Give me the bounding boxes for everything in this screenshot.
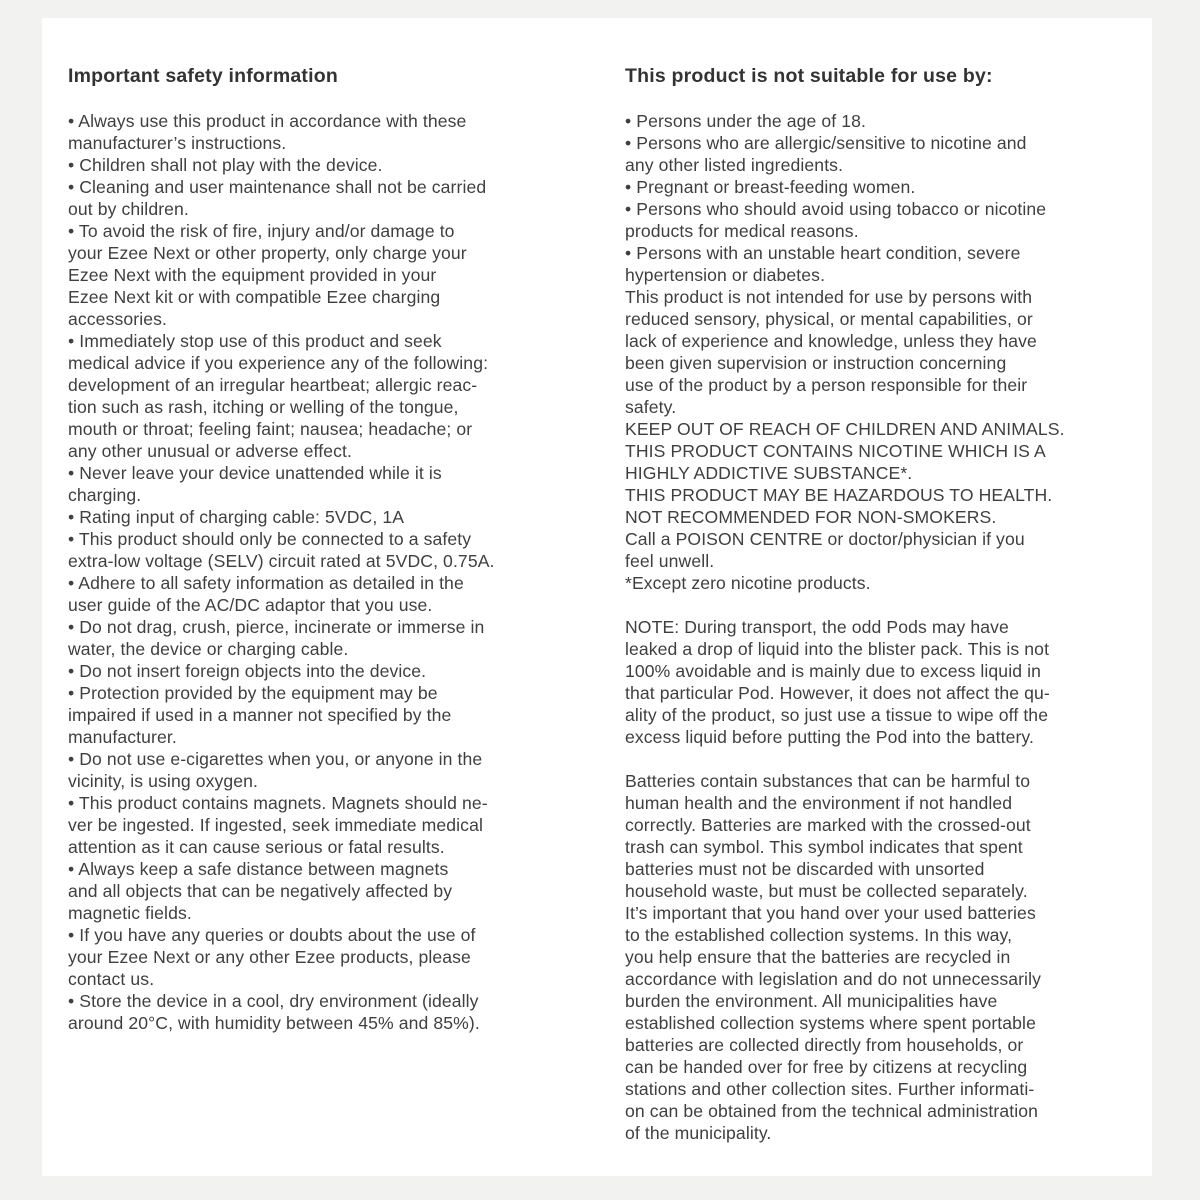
text-line: • Persons who are allergic/sensitive to nicotine and [625, 133, 1027, 153]
left-column-heading: Important safety information [68, 65, 338, 87]
text-line: • Persons with an unstable heart condition, severe [625, 243, 1021, 263]
two-column-layout [68, 64, 1126, 1144]
text-line: your Ezee Next or other property, only charge your [68, 243, 467, 263]
text-line: household waste, but must be collected separately. [625, 881, 1028, 901]
text-line: Batteries contain substances that can be harmful to [625, 771, 1031, 791]
text-line: • Do not insert foreign objects into the device. [68, 661, 427, 681]
text-line: any other listed ingredients. [625, 155, 844, 175]
text-line: 100% avoidable and is mainly due to excess liquid in [625, 661, 1041, 681]
text-line: magnetic fields. [68, 903, 192, 923]
text-line: • Do not use e-cigarettes when you, or anyone in the [68, 749, 483, 769]
text-line: ver be ingested. If ingested, seek immediate medical [68, 815, 483, 835]
text-line: • Adhere to all safety information as detailed in the [68, 573, 464, 593]
text-line: trash can symbol. This symbol indicates that spent [625, 837, 1023, 857]
text-line: • To avoid the risk of fire, injury and/or damage to [68, 221, 455, 241]
text-line: Ezee Next with the equipment provided in your [68, 265, 437, 285]
text-line: water, the device or charging cable. [68, 639, 349, 659]
text-line: manufacturer. [68, 727, 177, 747]
text-line: out by children. [68, 199, 189, 219]
text-line: extra-low voltage (SELV) circuit rated at 5VDC, 0.75A. [68, 551, 495, 571]
text-line: manufacturer’s instructions. [68, 133, 287, 153]
text-line: THIS PRODUCT MAY BE HAZARDOUS TO HEALTH. [625, 485, 1053, 505]
text-line: reduced sensory, physical, or mental capabilities, or [625, 309, 1033, 329]
text-line: batteries are collected directly from households, or [625, 1035, 1024, 1055]
text-line: • Never leave your device unattended while it is [68, 463, 442, 483]
text-line: tion such as rash, itching or welling of the tongue, [68, 397, 459, 417]
text-line: feel unwell. [625, 551, 715, 571]
text-line [625, 594, 1152, 616]
text-line: around 20°C, with humidity between 45% and 85%). [68, 1013, 480, 1033]
text-line: Call a POISON CENTRE or doctor/physician if you [625, 529, 1025, 549]
safety-information-card [42, 18, 1152, 1176]
text-line [625, 748, 1152, 770]
text-line: medical advice if you experience any of the following: [68, 353, 489, 373]
right-column-text [625, 110, 1152, 1144]
text-line: Ezee Next kit or with compatible Ezee charging [68, 287, 441, 307]
text-line: This product is not intended for use by persons with [625, 287, 1033, 307]
text-line: excess liquid before putting the Pod into the battery. [625, 727, 1035, 747]
text-line: any other unusual or adverse effect. [68, 441, 352, 461]
text-line: NOT RECOMMENDED FOR NON-SMOKERS. [625, 507, 997, 527]
text-line: stations and other collection sites. Further informati- [625, 1079, 1035, 1099]
text-line: • Protection provided by the equipment may be [68, 683, 438, 703]
right-column [625, 64, 1152, 1144]
text-line: • Rating input of charging cable: 5VDC, 1A [68, 507, 405, 527]
text-line: accordance with legislation and do not unnecessarily [625, 969, 1041, 989]
text-line: batteries must not be discarded with unsorted [625, 859, 985, 879]
text-line: user guide of the AC/DC adaptor that you use. [68, 595, 433, 615]
left-column [68, 64, 595, 1144]
text-line: • Do not drag, crush, pierce, incinerate or immerse in [68, 617, 485, 637]
right-column-heading: This product is not suitable for use by: [625, 65, 993, 87]
text-line: contact us. [68, 969, 155, 989]
text-line: • Always use this product in accordance with these [68, 111, 467, 131]
text-line: hypertension or diabetes. [625, 265, 826, 285]
text-line: • Always keep a safe distance between magnets [68, 859, 449, 879]
text-line: products for medical reasons. [625, 221, 859, 241]
text-line: correctly. Batteries are marked with the crossed-out [625, 815, 1031, 835]
text-line: established collection systems where spent portable [625, 1013, 1036, 1033]
text-line: use of the product by a person responsible for their [625, 375, 1028, 395]
text-line: KEEP OUT OF REACH OF CHILDREN AND ANIMALS. [625, 419, 1065, 439]
text-line: vicinity, is using oxygen. [68, 771, 259, 791]
text-line: on can be obtained from the technical administration [625, 1101, 1039, 1121]
text-line: • Persons under the age of 18. [625, 111, 866, 131]
text-line: of the municipality. [625, 1123, 772, 1143]
text-line: development of an irregular heartbeat; allergic reac- [68, 375, 478, 395]
text-line: human health and the environment if not handled [625, 793, 1013, 813]
text-line: • Cleaning and user maintenance shall not be carried [68, 177, 487, 197]
text-line: lack of experience and knowledge, unless they have [625, 331, 1037, 351]
text-line: charging. [68, 485, 142, 505]
text-line: • Persons who should avoid using tobacco or nicotine [625, 199, 1047, 219]
text-line: attention as it can cause serious or fatal results. [68, 837, 445, 857]
text-line: THIS PRODUCT CONTAINS NICOTINE WHICH IS A [625, 441, 1046, 461]
text-line: NOTE: During transport, the odd Pods may have [625, 617, 1009, 637]
text-line: • This product contains magnets. Magnets should ne- [68, 793, 488, 813]
text-line: • Immediately stop use of this product and seek [68, 331, 442, 351]
text-line: burden the environment. All municipalities have [625, 991, 998, 1011]
text-line: • This product should only be connected to a safety [68, 529, 472, 549]
text-line: impaired if used in a manner not specified by the [68, 705, 452, 725]
text-line: ality of the product, so just use a tissue to wipe off the [625, 705, 1049, 725]
text-line: HIGHLY ADDICTIVE SUBSTANCE*. [625, 463, 913, 483]
text-line: It’s important that you hand over your used batteries [625, 903, 1036, 923]
text-line: *Except zero nicotine products. [625, 573, 871, 593]
text-line: mouth or throat; feeling faint; nausea; headache; or [68, 419, 473, 439]
text-line: and all objects that can be negatively affected by [68, 881, 453, 901]
text-line: • Pregnant or breast-feeding women. [625, 177, 916, 197]
text-line: leaked a drop of liquid into the blister pack. This is not [625, 639, 1050, 659]
text-line: you help ensure that the batteries are recycled in [625, 947, 1011, 967]
text-line: • If you have any queries or doubts about the use of [68, 925, 476, 945]
text-line: • Children shall not play with the device. [68, 155, 383, 175]
text-line: been given supervision or instruction concerning [625, 353, 1007, 373]
text-line: to the established collection systems. In this way, [625, 925, 1013, 945]
text-line: that particular Pod. However, it does not affect the qu- [625, 683, 1050, 703]
text-line: can be handed over for free by citizens at recycling [625, 1057, 1028, 1077]
text-line: your Ezee Next or any other Ezee products, please [68, 947, 471, 967]
text-line: accessories. [68, 309, 167, 329]
text-line: • Store the device in a cool, dry environment (ideally [68, 991, 479, 1011]
text-line: safety. [625, 397, 677, 417]
left-column-text [68, 110, 595, 1034]
